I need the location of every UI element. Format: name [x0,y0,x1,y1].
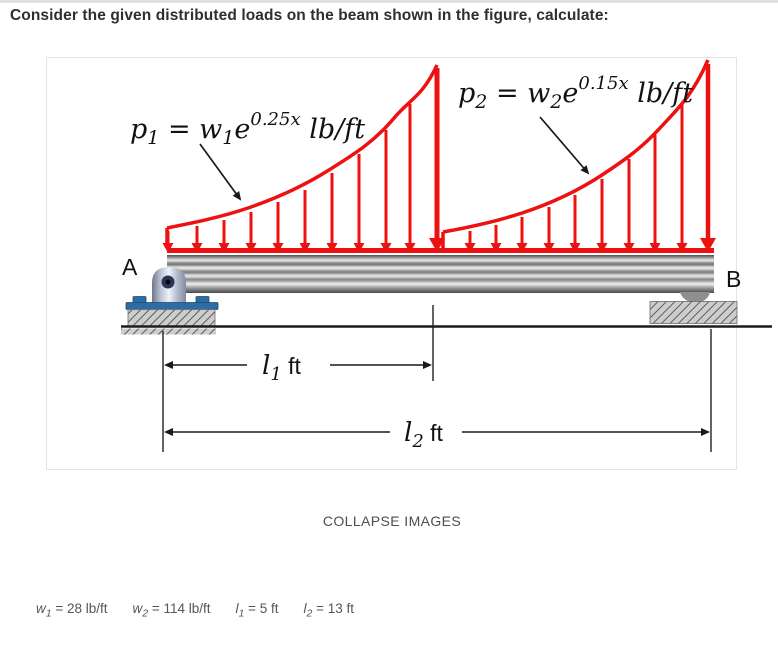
support-b-label: B [726,266,742,292]
collapse-images-button[interactable]: COLLAPSE IMAGES [317,512,467,530]
support-a-label: A [122,254,138,280]
beam [167,255,714,293]
svg-text:l1 ft: $l_1$ ft [262,351,301,385]
page-title: Consider the given distributed loads on the beam shown in the figure, calculate: [10,7,609,24]
p1-formula-label: $p_1 = w_1e^{0.25x}$ lb/ft [130,109,366,149]
svg-text:l2 ft: $l_2$ ft [404,418,443,452]
given-value-l1: $l_1 = 5$ ft [235,601,279,620]
given-value-l2: $l_2 = 13$ ft [303,601,355,620]
given-value-w2: $w_2 = 114$ lb/ft [132,601,211,620]
p2-formula-label: $p_2 = w_2e^{0.15x}$ lb/ft [458,73,694,113]
given-values [36,601,354,620]
given-value-w1: $w_1 = 28$ lb/ft [36,601,108,620]
